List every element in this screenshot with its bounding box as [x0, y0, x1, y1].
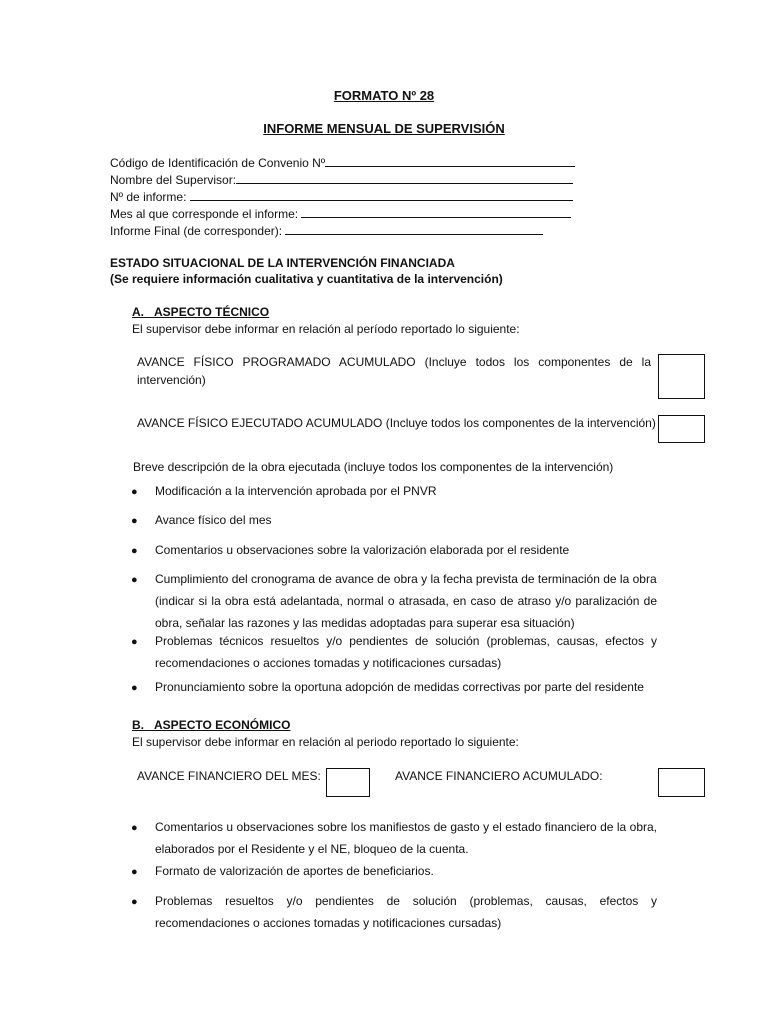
- report-title: INFORME MENSUAL DE SUPERVISIÓN: [263, 121, 505, 136]
- avance-ejecutado: AVANCE FÍSICO EJECUTADO ACUMULADO (Incluye todos los componentes de la intervención): [137, 416, 656, 430]
- bullet-a-pronunciamiento: Pronunciamiento sobre la oportuna adopción de medidas correctivas por parte del residente: [155, 680, 644, 694]
- avance-programado-line2: intervención): [137, 373, 206, 387]
- avance-financiero-mes: AVANCE FINANCIERO DEL MES:: [137, 769, 321, 783]
- field-informe-final-line[interactable]: [285, 223, 543, 235]
- avance-programado-line1: AVANCE FÍSICO PROGRAMADO ACUMULADO (Incluye todos los componentes de la: [137, 355, 651, 369]
- field-mes: [110, 206, 571, 221]
- field-supervisor-label: Nombre del Supervisor:: [110, 173, 237, 187]
- section-b-letter: B.: [132, 718, 144, 732]
- field-supervisor: [110, 172, 573, 187]
- field-convenio-label: Código de Identificación de Convenio Nº: [110, 156, 326, 170]
- bullet-icon: ●: [131, 682, 138, 694]
- bullet-a-avance-fisico: Avance físico del mes: [155, 513, 272, 527]
- bullet-icon: ●: [131, 822, 138, 834]
- bullet-icon: ●: [131, 866, 138, 878]
- avance-financiero-mes-box[interactable]: [326, 768, 370, 797]
- bullet-b-comentarios: Comentarios u observaciones sobre los manifiestos de gasto y el estado financiero de la obra, elaborados por el Residente y el NE, bloqueo de la cuenta.: [155, 820, 657, 856]
- section-a-title: ASPECTO TÉCNICO: [154, 305, 270, 319]
- estado-subheading: (Se requiere información cualitativa y cuantitativa de la intervención): [110, 272, 503, 286]
- field-convenio: [110, 155, 575, 170]
- avance-financiero-acumulado-box[interactable]: [658, 768, 705, 797]
- bullet-icon: ●: [131, 486, 138, 498]
- bullet-b-formato: Formato de valorización de aportes de beneficiarios.: [155, 864, 434, 878]
- field-supervisor-line[interactable]: [236, 172, 573, 184]
- field-informe-numero: [110, 189, 573, 204]
- bullet-icon: ●: [131, 515, 138, 527]
- field-mes-line[interactable]: [301, 206, 571, 218]
- avance-financiero-acumulado: AVANCE FINANCIERO ACUMULADO:: [395, 769, 603, 783]
- field-informe-numero-line[interactable]: [190, 189, 573, 201]
- bullet-a-cronograma: Cumplimiento del cronograma de avance de obra y la fecha prevista de terminación de la obra: [155, 572, 657, 586]
- descripcion-obra: Breve descripción de la obra ejecutada (incluye todos los componentes de la intervención): [133, 460, 614, 474]
- bullet-icon: ●: [131, 545, 138, 557]
- field-mes-label: Mes al que corresponde el informe:: [110, 207, 302, 221]
- format-title: FORMATO Nº 28: [333, 88, 435, 103]
- section-b-heading: [132, 718, 290, 732]
- bullet-a-problemas: Problemas técnicos resueltos y/o pendientes de solución (problemas, causas, efectos y recomendaciones o acciones tomadas y notificaciones cursadas): [155, 634, 657, 670]
- bullet-icon: ●: [131, 896, 138, 908]
- field-informe-numero-label: Nº de informe:: [110, 190, 190, 204]
- section-a-intro: El supervisor debe informar en relación al período reportado lo siguiente:: [132, 322, 520, 336]
- field-convenio-line[interactable]: [325, 155, 575, 167]
- bullet-b-problemas: Problemas resueltos y/o pendientes de solución (problemas, causas, efectos y recomendaciones o acciones tomadas y notificaciones cursadas): [155, 894, 657, 930]
- estado-heading: ESTADO SITUACIONAL DE LA INTERVENCIÓN FINANCIADA: [110, 256, 455, 270]
- section-b-intro: El supervisor debe informar en relación al periodo reportado lo siguiente:: [132, 735, 519, 749]
- avance-programado-box[interactable]: [658, 354, 705, 399]
- section-a-heading: [132, 305, 269, 319]
- bullet-a-modificacion: Modificación a la intervención aprobada por el PNVR: [155, 484, 437, 498]
- bullet-a-cronograma-detalle: (indicar si la obra está adelantada, normal o atrasada, en caso de atraso y/o paralización de obra, señalar las razones y las medidas adoptadas para superar esa situación): [155, 594, 657, 630]
- field-informe-final-label: Informe Final (de corresponder):: [110, 224, 286, 238]
- section-a-letter: A.: [132, 305, 144, 319]
- bullet-a-comentarios: Comentarios u observaciones sobre la valorización elaborada por el residente: [155, 543, 570, 557]
- bullet-icon: ●: [131, 636, 138, 648]
- section-b-title: ASPECTO ECONÓMICO: [154, 718, 291, 732]
- field-informe-final: [110, 223, 543, 238]
- bullet-icon: ●: [131, 574, 138, 586]
- avance-ejecutado-box[interactable]: [658, 415, 705, 443]
